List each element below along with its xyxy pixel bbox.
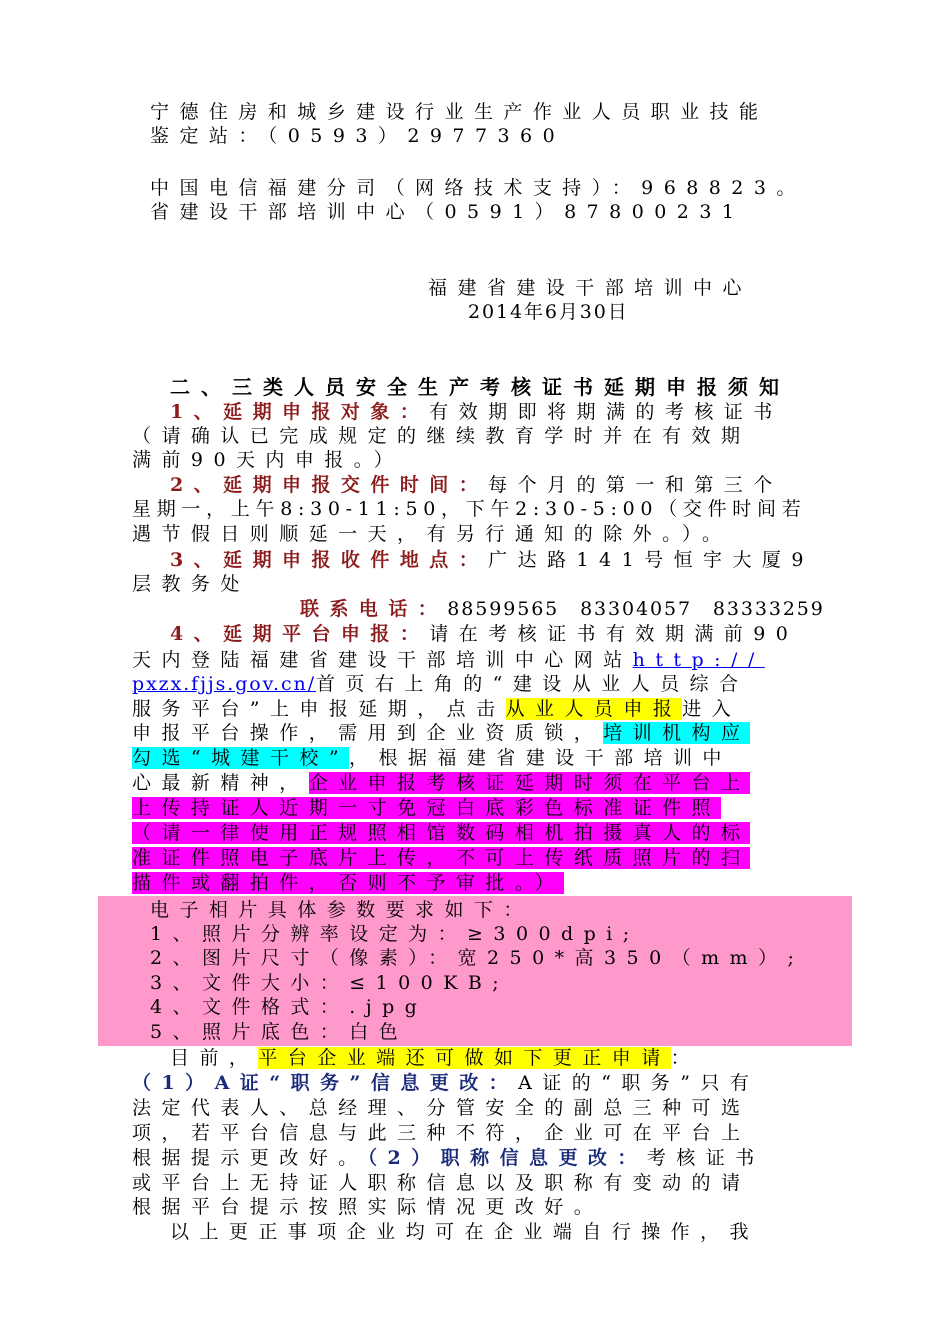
item4-text-h: 心最新精神， [132,772,309,794]
item1-line3: 满前90天内申报。） [132,449,404,471]
highlight-mag-3: （请一律使用正规照相馆数码相机拍摄真人的标 [132,822,751,844]
item1-line2: （请确认已完成规定的继续教育学时并在有效期 [132,425,751,447]
correction2-label: （2）职称信息更改： [367,1147,647,1169]
item4-line11 [132,871,564,895]
contact-training-center: 省建设干部培训中心（0591）87800231 [150,201,745,223]
item4-line3 [132,672,748,696]
corrections-final: 以上更正事项企业均可在企业端自行操作，我 [170,1221,760,1243]
item4-text-f: 申报平台操作，需用到企业资质锁， [132,722,604,744]
correction1-line4 [132,1146,765,1170]
item4-text-g: ，根据福建省建设干部培训中 [349,747,732,769]
corrections-colon: ： [670,1047,701,1069]
contact-phone-numbers: 88599565 83304057 83333259 [447,598,825,620]
contact-ningde-line1: 宁德住房和城乡建设行业生产作业人员职业技能 [150,101,769,123]
item4-text-a: 请在考核证书有效期满前90 [429,623,799,645]
correction1-line2: 法定代表人、总经理、分管安全的副总三种可选 [132,1097,751,1119]
item2-line2: 星期一，上午8:30-11:50，下午2:30-5:00（交件时间若 [132,498,807,520]
highlight-training-b: 勾选“城建干校” [132,747,350,769]
photo-req-item-1: 1、照片分辨率设定为：≥300dpi; [150,923,640,945]
item2-line1 [170,473,783,497]
item4-line10 [132,846,750,870]
item4-line7 [132,771,750,795]
photo-req-heading: 电子相片具体参数要求如下： [150,899,533,921]
section-title: 二、三类人员安全生产考核证书延期申报须知 [170,375,790,399]
correction2-text-a: 考核证书 [646,1147,765,1169]
photo-req-item-5: 5、照片底色：白色 [150,1021,409,1043]
item4-line6 [132,746,732,770]
contact-phone-line [300,597,825,621]
item4-label: 4、延期平台申报： [170,623,430,645]
contact-phone-label: 联系电话： [300,598,448,620]
item3-line2: 层教务处 [132,573,250,595]
signature-date: 2014年6月30日 [468,301,629,323]
item4-line1 [170,622,798,646]
signature-org: 福建省建设干部培训中心 [428,277,752,299]
item1-text: 有效期即将期满的考核证书 [429,401,783,423]
website-link-part2[interactable]: pxzx.fjjs.gov.cn/ [132,673,316,695]
item2-label: 2、延期申报交件时间： [170,474,489,496]
correction2-line2: 或平台上无持证人职称信息以及职称有变动的请 [132,1172,751,1194]
highlight-corrections: 平台企业端还可做如下更正申请 [258,1047,671,1069]
highlight-mag-5: 描件或翻拍件，否则不予审批。） [132,872,565,894]
item4-text-c: 首页右上角的“建设从业人员综合 [315,673,749,695]
correction1-text-d: 根据提示更改好。 [132,1147,368,1169]
item2-line3: 遇节假日则顺延一天，有另行通知的除外。）。 [132,523,732,545]
item2-text: 每个月的第一和第三个 [488,474,783,496]
corrections-intro: 目前， [170,1047,259,1069]
item3-text: 广达路141号恒宇大厦9 [488,549,814,571]
photo-req-item-2: 2、图片尺寸（像素）：宽250*高350（mm）; [150,947,805,969]
correction2-line3: 根据平台提示按照实际情况更改好。 [132,1196,604,1218]
item4-text-b: 天内登陆福建省建设干部培训中心网站 [132,649,633,671]
item4-line5 [132,721,750,745]
correction1-line1 [132,1071,759,1095]
highlight-mag-2: 上传持证人近期一寸免冠白底彩色标准证件照 [132,797,722,819]
highlight-mag-1: 企业申报考核证延期时须在平台上 [308,772,751,794]
correction1-text-a: A证的“职务”只有 [518,1072,760,1094]
correction1-line3: 项，若平台信息与此三种不符，企业可在平台上 [132,1122,751,1144]
item3-line1 [170,548,814,572]
photo-req-item-4: 4、文件格式：.jpg [150,996,428,1018]
website-link-part1[interactable]: http:// [632,649,765,671]
item4-line8 [132,796,721,820]
item4-line9 [132,821,750,845]
item4-line2 [132,648,765,672]
item4-text-d: 服务平台”上申报延期，点击 [132,698,506,720]
item1-label: 1、延期申报对象： [170,401,430,423]
highlight-mag-4: 准证件照电子底片上传，不可上传纸质照片的扫 [132,847,751,869]
item4-text-e: 进入 [682,698,742,720]
correction1-label: （1）A证“职务”信息更改： [132,1072,519,1094]
item1-line1 [170,400,783,424]
corrections-intro-line [170,1046,700,1070]
item3-label: 3、延期申报收件地点： [170,549,489,571]
highlight-apply: 从业人员申报 [505,698,683,720]
photo-req-item-3: 3、文件大小：≤100KB; [150,972,510,994]
highlight-training-a: 培训机构应 [603,722,751,744]
contact-telecom: 中国电信福建分司（网络技术支持）：968823。 [150,177,806,199]
item4-line4 [132,697,741,721]
contact-ningde-line2: 鉴定站：（0593）2977360 [150,125,566,147]
